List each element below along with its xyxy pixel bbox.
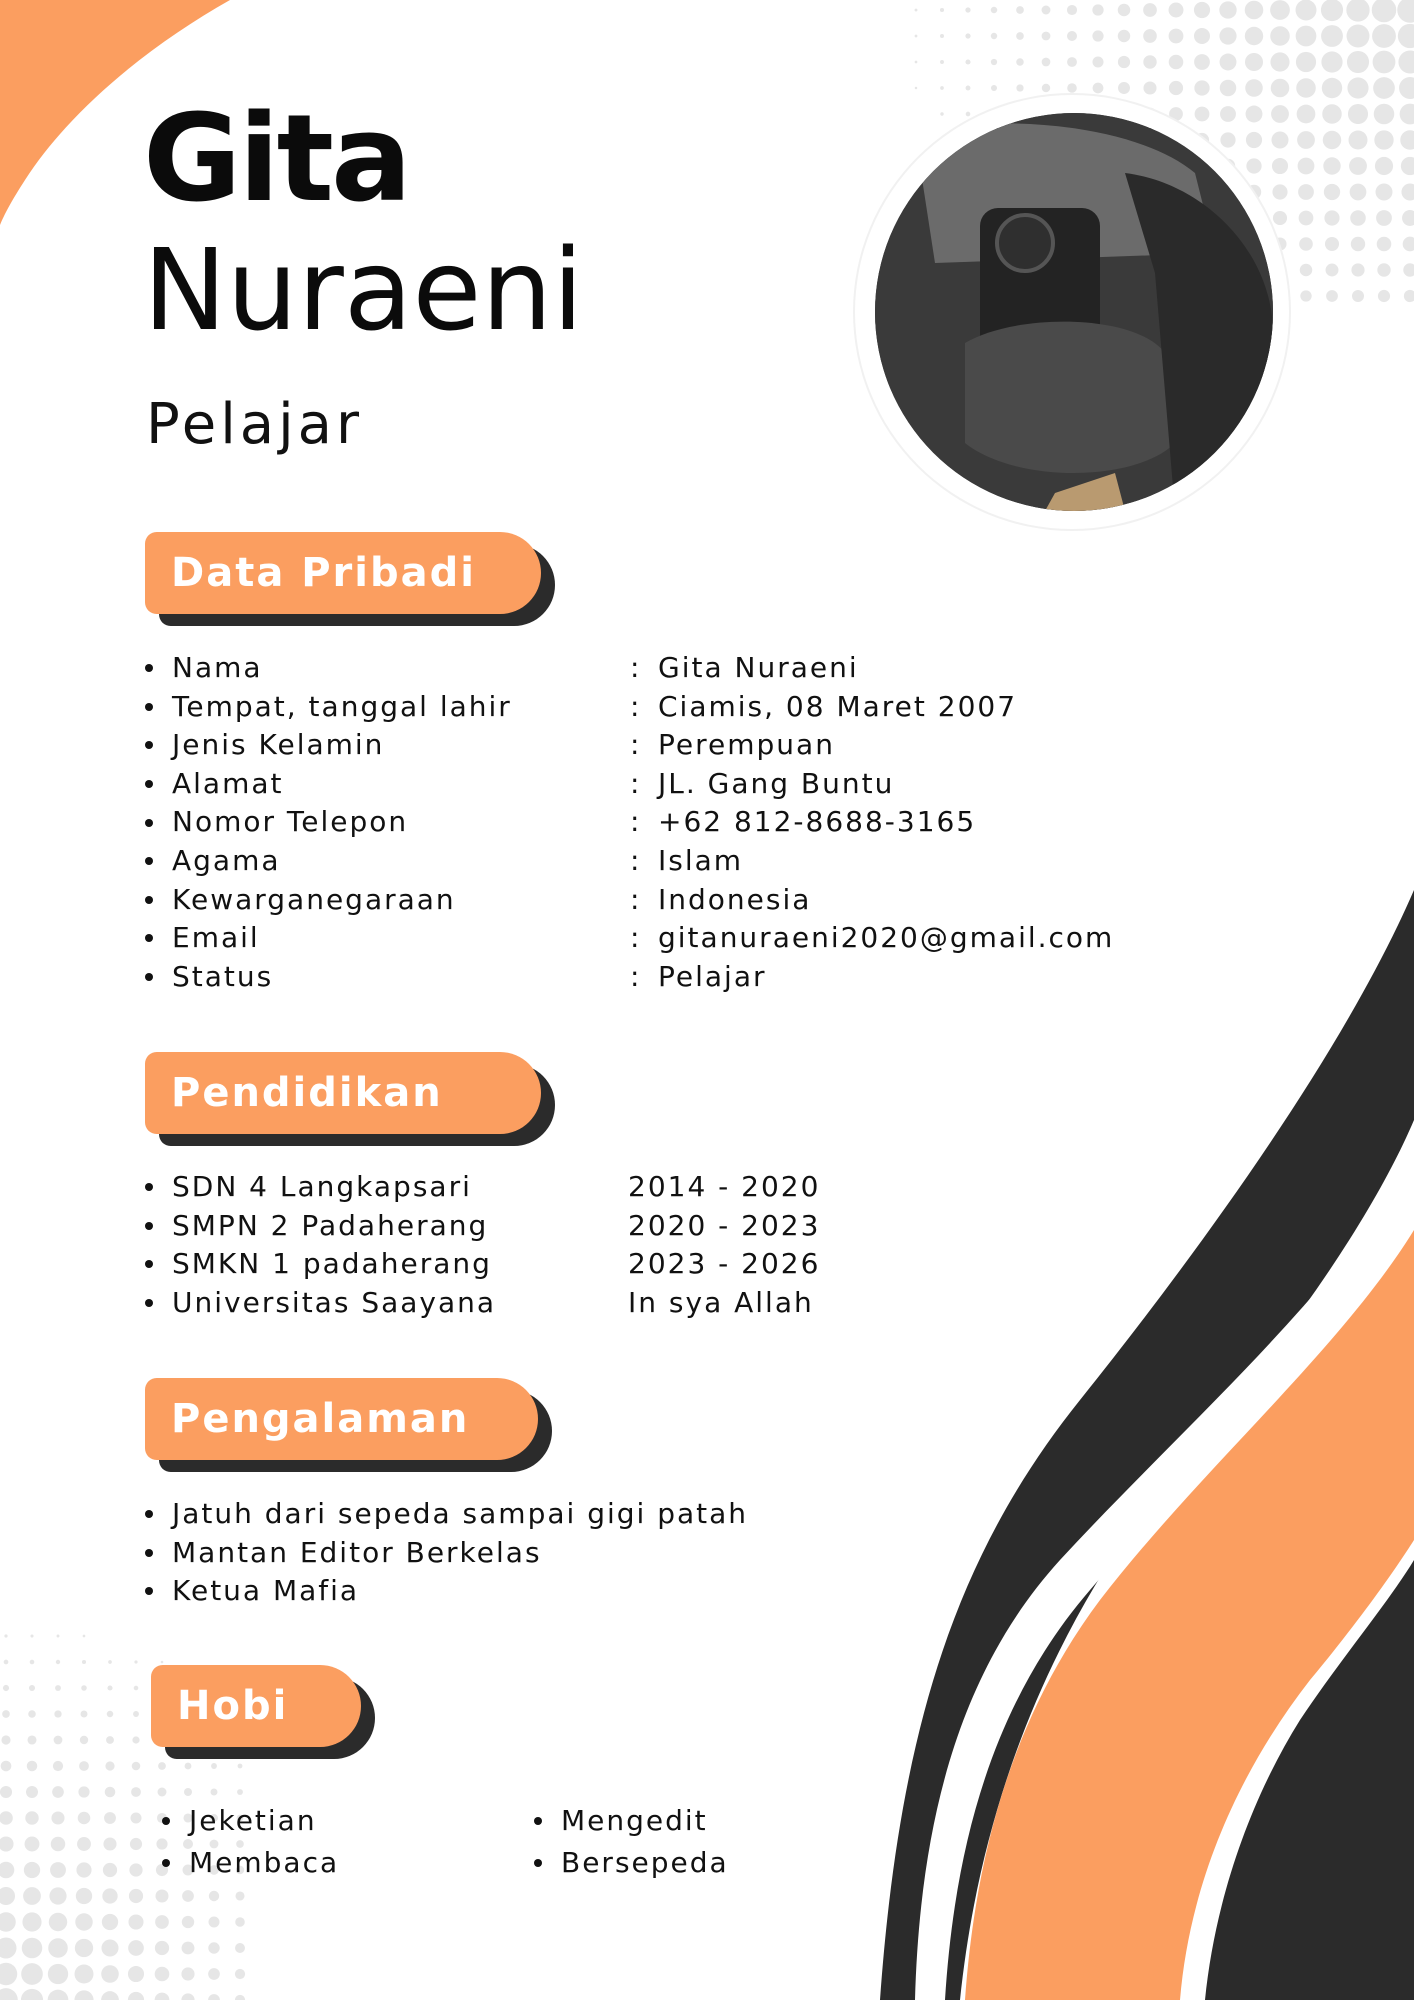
hobbies-list-col2 xyxy=(561,1800,729,1884)
bullet-icon xyxy=(534,1817,542,1825)
list-item: Nama : Gita Nuraeni xyxy=(172,649,512,688)
section-title-hobi: Hobi xyxy=(177,1683,289,1729)
bullet-icon xyxy=(145,973,153,981)
list-item: Mengedit xyxy=(561,1800,729,1842)
section-header-data-pribadi xyxy=(145,532,541,614)
list-item: Jenis Kelamin : Perempuan xyxy=(172,726,512,765)
list-item: Status : Pelajar xyxy=(172,958,512,997)
education-list xyxy=(172,1168,821,1322)
list-item: Kewarganegaraan : Indonesia xyxy=(172,881,512,920)
section-title-pengalaman: Pengalaman xyxy=(171,1396,470,1442)
list-item: Agama : Islam xyxy=(172,842,512,881)
profile-photo xyxy=(875,113,1273,511)
bullet-icon xyxy=(145,896,153,904)
list-item: Jatuh dari sepeda sampai gigi patah xyxy=(172,1495,748,1534)
list-item: SDN 4 Langkapsari 2014 - 2020 xyxy=(172,1168,496,1207)
bullet-icon xyxy=(162,1859,170,1867)
list-item: Bersepeda xyxy=(561,1842,729,1884)
list-item: Jeketian xyxy=(189,1800,339,1842)
experience-list xyxy=(172,1495,748,1611)
list-item: SMKN 1 padaherang 2023 - 2026 xyxy=(172,1245,496,1284)
role-title: Pelajar xyxy=(146,392,363,457)
bullet-icon xyxy=(145,1549,153,1557)
first-name: Gita xyxy=(143,90,409,229)
section-title-pendidikan: Pendidikan xyxy=(171,1070,443,1116)
hobbies-list-col1 xyxy=(189,1800,339,1884)
last-name: Nuraeni xyxy=(143,226,584,356)
list-item: Ketua Mafia xyxy=(172,1572,748,1611)
list-item: Nomor Telepon : +62 812-8688-3165 xyxy=(172,803,512,842)
list-item: Tempat, tanggal lahir : Ciamis, 08 Maret 2007 xyxy=(172,688,512,727)
bullet-icon xyxy=(534,1859,542,1867)
section-header-pengalaman xyxy=(145,1378,538,1460)
bullet-icon xyxy=(145,819,153,827)
list-item: Mantan Editor Berkelas xyxy=(172,1534,748,1573)
bullet-icon xyxy=(145,1222,153,1230)
bullet-icon xyxy=(162,1817,170,1825)
section-header-hobi xyxy=(151,1665,361,1747)
bullet-icon xyxy=(145,703,153,711)
personal-data-list xyxy=(172,649,1115,996)
section-header-pendidikan xyxy=(145,1052,541,1134)
section-title-data-pribadi: Data Pribadi xyxy=(171,550,476,596)
list-item: SMPN 2 Padaherang 2020 - 2023 xyxy=(172,1207,496,1246)
list-item: Email : gitanuraeni2020@gmail.com xyxy=(172,919,512,958)
list-item: Universitas Saayana In sya Allah xyxy=(172,1284,496,1323)
list-item: Membaca xyxy=(189,1842,339,1884)
list-item: Alamat : JL. Gang Buntu xyxy=(172,765,512,804)
